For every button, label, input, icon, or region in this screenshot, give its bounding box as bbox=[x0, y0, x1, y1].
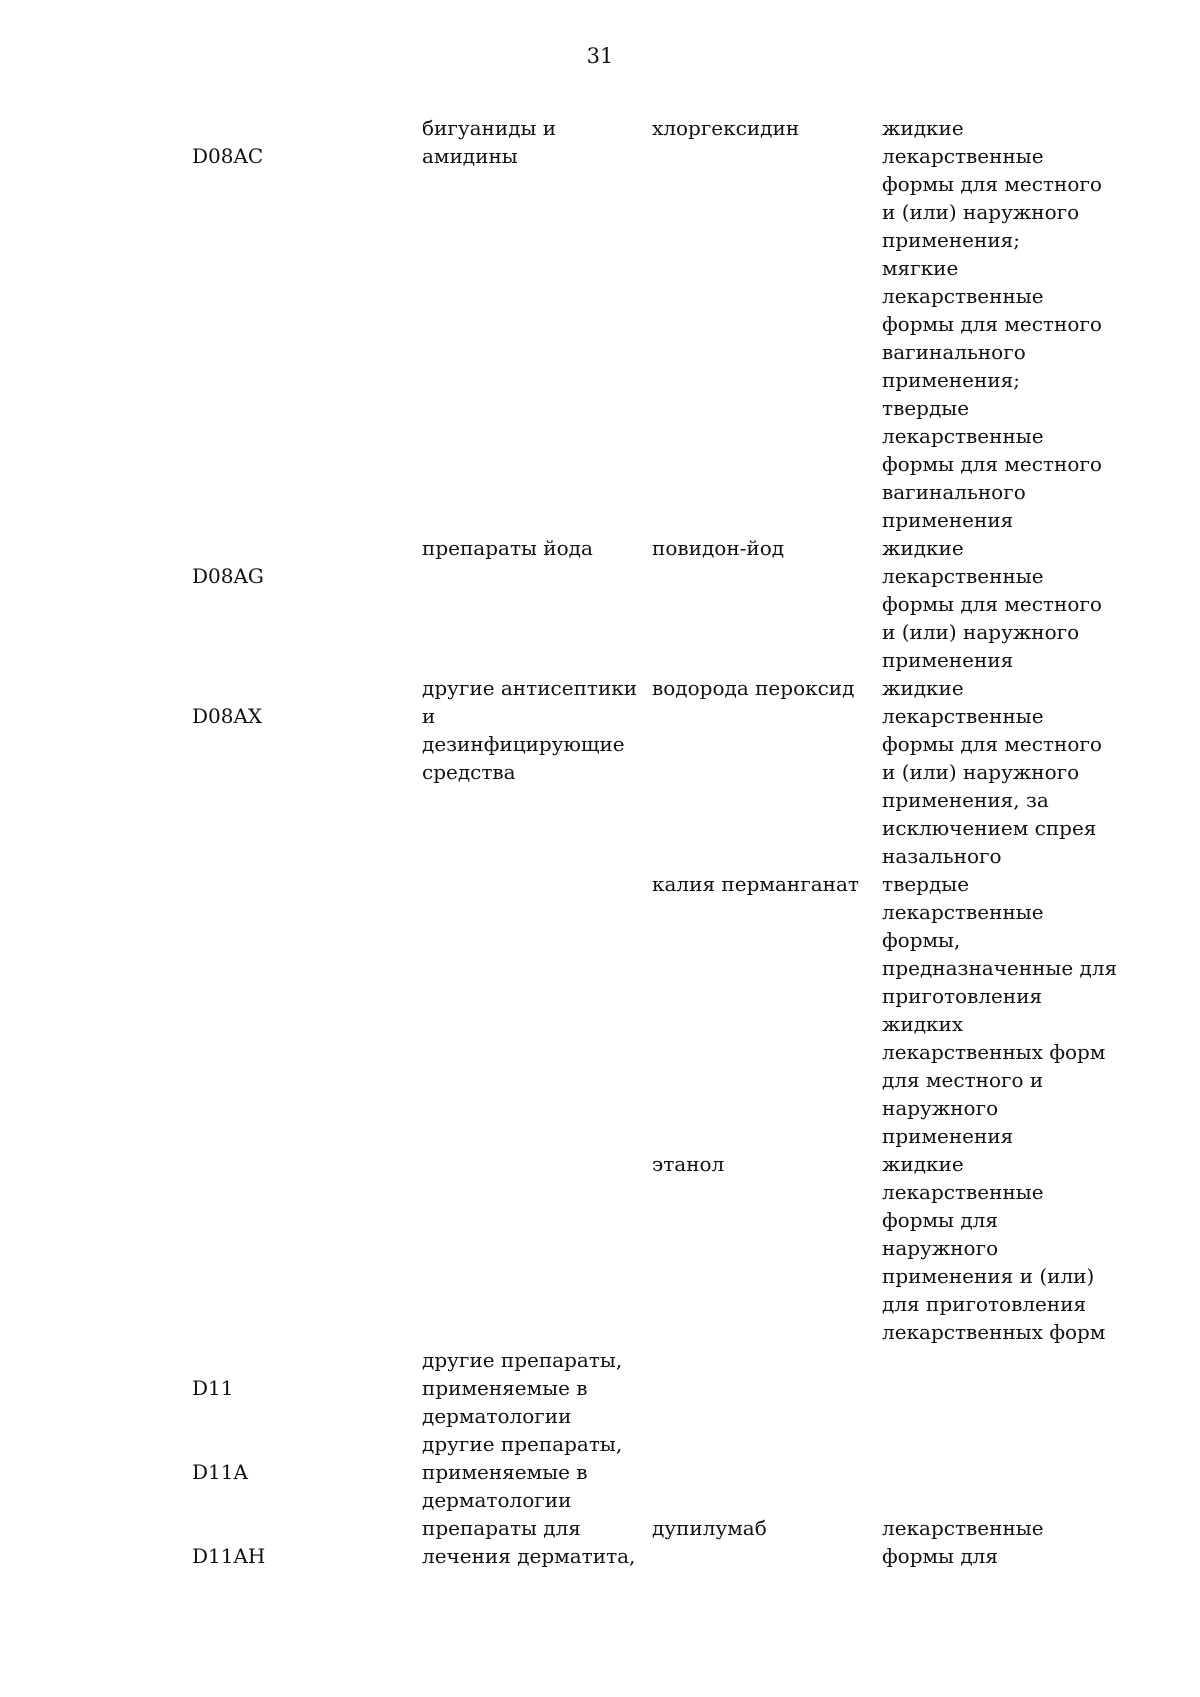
dosage-form: жидкие лекарственные формы для местного и (или) наружного применения bbox=[882, 536, 1102, 672]
anatomical-therapeutic-group: другие антисептики и дезинфицирующие средства bbox=[422, 676, 638, 784]
anatomical-therapeutic-group: препараты для лечения дерматита, bbox=[422, 1516, 636, 1568]
drug-name: дупилумаб bbox=[652, 1516, 767, 1540]
anatomical-therapeutic-group: другие препараты, применяемые в дерматологии bbox=[422, 1348, 623, 1428]
atc-code: D11 bbox=[192, 1376, 234, 1400]
page-number: 31 bbox=[586, 44, 614, 68]
drug-name: хлоргексидин bbox=[652, 116, 800, 140]
dosage-form: жидкие лекарственные формы для наружного применения и (или) для приготовления лекарственных форм bbox=[882, 1152, 1106, 1344]
drug-name: водорода пероксид bbox=[652, 676, 855, 700]
drug-name: повидон-йод bbox=[652, 536, 785, 560]
atc-code: D08AC bbox=[192, 144, 264, 168]
anatomical-therapeutic-group: препараты йода bbox=[422, 536, 593, 560]
dosage-form: жидкие лекарственные формы для местного и (или) наружного применения; мягкие лекарственные формы для местного вагинального применения; твердые лекарственные формы для местного вагинального применения bbox=[882, 116, 1102, 532]
dosage-form: твердые лекарственные формы, предназначенные для приготовления жидких лекарственных форм для местного и наружного применения bbox=[882, 872, 1118, 1148]
atc-code: D08AX bbox=[192, 704, 263, 728]
drug-name: калия перманганат bbox=[652, 872, 859, 896]
atc-code: D08AG bbox=[192, 564, 264, 588]
atc-code: D11AH bbox=[192, 1544, 266, 1568]
dosage-form: лекарственные формы для bbox=[882, 1516, 1044, 1568]
anatomical-therapeutic-group: бигуаниды и амидины bbox=[422, 116, 557, 168]
dosage-form: жидкие лекарственные формы для местного и (или) наружного применения, за исключением спрея назального bbox=[882, 676, 1102, 868]
anatomical-therapeutic-group: другие препараты, применяемые в дерматологии bbox=[422, 1432, 623, 1512]
atc-code: D11A bbox=[192, 1460, 248, 1484]
drug-name: этанол bbox=[652, 1152, 725, 1176]
